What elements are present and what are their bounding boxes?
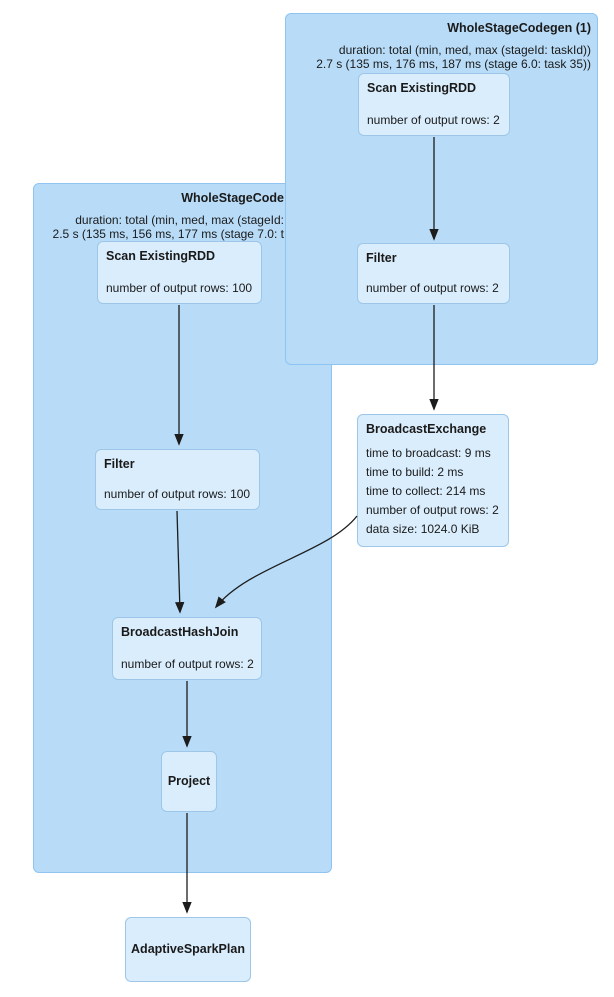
metric-data-size: data size: 1024.0 KiB — [366, 522, 480, 536]
node-metrics — [366, 444, 500, 539]
duration-line-1: duration: total (min, med, max (stageId: — [75, 213, 284, 227]
metric-output-rows: number of output rows: 2 — [366, 281, 499, 295]
node-title: BroadcastExchange — [366, 422, 487, 436]
metric-output-rows: number of output rows: 2 — [367, 113, 500, 127]
node-title: Project — [167, 774, 211, 788]
metric-time-to-build: time to build: 2 ms — [366, 465, 464, 479]
cluster-title: WholeStageCode — [181, 191, 284, 205]
duration-line-2: 2.5 s (135 ms, 156 ms, 177 ms (stage 7.0: t — [52, 227, 284, 241]
node-project[interactable] — [161, 751, 217, 812]
node-metrics — [121, 657, 253, 672]
node-title: Filter — [366, 251, 397, 265]
metric-output-rows: number of output rows: 100 — [106, 281, 253, 295]
node-filter-2[interactable] — [95, 449, 260, 510]
metric-time-to-collect: time to collect: 214 ms — [366, 484, 486, 498]
node-filter-1[interactable] — [357, 243, 510, 304]
metric-output-rows: number of output rows: 2 — [121, 657, 254, 671]
metric-output-rows: number of output rows: 2 — [366, 503, 499, 517]
node-metrics — [104, 487, 251, 502]
node-metrics — [367, 113, 501, 128]
node-title: Filter — [104, 457, 135, 471]
node-scan-existingrdd-2[interactable] — [97, 241, 262, 304]
duration-line-1: duration: total (min, med, max (stageId: taskId)) — [338, 43, 591, 57]
node-adaptive-spark-plan[interactable] — [125, 917, 251, 982]
cluster-header — [34, 184, 284, 241]
node-metrics — [106, 281, 253, 296]
node-broadcast-exchange[interactable] — [357, 414, 509, 547]
node-title: Scan ExistingRDD — [106, 249, 216, 263]
node-broadcast-hash-join[interactable] — [112, 617, 262, 680]
duration-line-2: 2.7 s (135 ms, 176 ms, 187 ms (stage 6.0: task 35)) — [316, 57, 591, 71]
node-scan-existingrdd-1[interactable] — [358, 73, 510, 136]
cluster-title: WholeStageCodegen (1) — [447, 21, 591, 35]
node-title: Scan ExistingRDD — [367, 81, 477, 95]
cluster-duration — [34, 213, 284, 241]
cluster-header — [286, 14, 597, 71]
node-title: AdaptiveSparkPlan — [131, 942, 245, 956]
metric-time-to-broadcast: time to broadcast: 9 ms — [366, 446, 491, 460]
cluster-wholestagecodegen-1 — [285, 13, 598, 365]
metric-output-rows: number of output rows: 100 — [104, 487, 251, 501]
node-metrics — [366, 281, 501, 296]
cluster-duration — [286, 43, 591, 71]
node-title: BroadcastHashJoin — [121, 625, 239, 639]
